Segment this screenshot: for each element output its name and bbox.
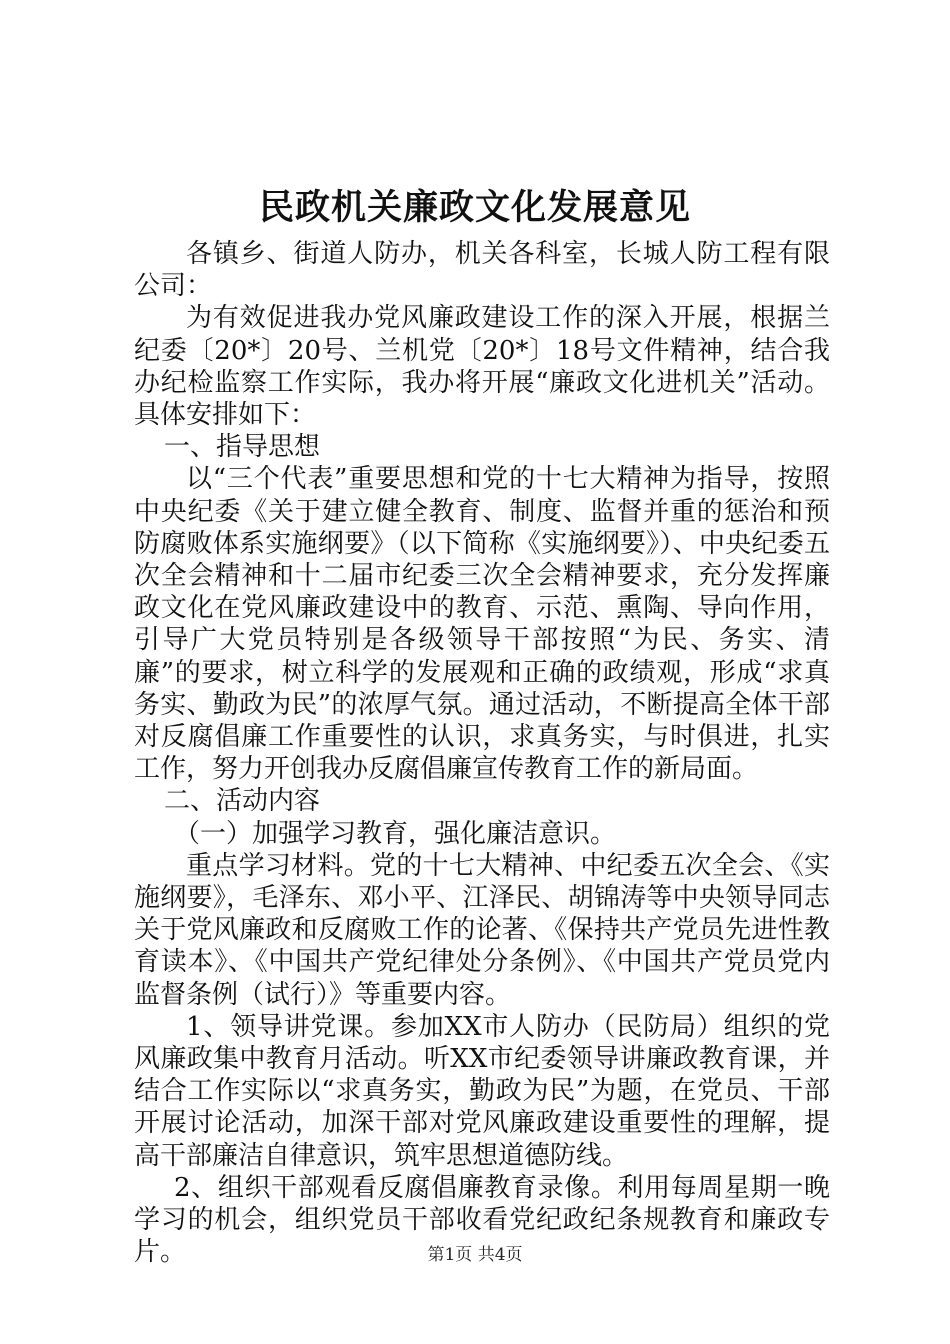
paragraph-addressee: 各镇乡、街道人防办，机关各科室，长城人防工程有限公司： (134, 239, 830, 302)
page-title: 民政机关廉政文化发展意见 (258, 187, 691, 228)
section-heading-activity-content: 二、活动内容 (164, 786, 321, 817)
paragraph-study-materials: 重点学习材料。党的十七大精神、中纪委五次全会、《实施纲要》，毛泽东、邓小平、江泽民、胡锦涛等中央领导同志关于党风廉政和反腐败工作的论著、《保持共产党员先进性教育读本》、《中国共产党纪律处分条例》、《中国共产党员党内监督条例（试行）》等重要内容。 (134, 850, 830, 1010)
subsection-heading-study: （一）加强学习教育，强化廉洁意识。 (174, 818, 617, 849)
document-body (134, 238, 830, 1269)
section-heading-guiding-ideology: 一、指导思想 (164, 432, 321, 463)
paragraph-watch-videos: 2、组织干部观看反腐倡廉教育录像。利用每周星期一晚学习的机会，组织党员干部收看党纪政纪条规教育和廉政专片。 (134, 1172, 830, 1268)
page-number: 第1页 共4页 (427, 1245, 523, 1265)
paragraph-intro: 为有效促进我办党风廉政建设工作的深入开展，根据兰纪委〔20*〕20号、兰机党〔20*〕18号文件精神，结合我办纪检监察工作实际，我办将开展“廉政文化进机关”活动。具体安排如下： (134, 303, 830, 431)
paragraph-guiding-ideology: 以“三个代表”重要思想和党的十七大精神为指导，按照中央纪委《关于建立健全教育、制度、监督并重的惩治和预防腐败体系实施纲要》（以下简称《实施纲要》）、中央纪委五次全会精神和十二届市纪委三次全会精神要求，充分发挥廉政文化在党风廉政建设中的教育、示范、熏陶、导向作用，引导广大党员特别是各级领导干部按照“为民、务实、清廉”的要求，树立科学的发展观和正确的政绩观，形成“求真务实、勤政为民”的浓厚气氛。通过活动，不断提高全体干部对反腐倡廉工作重要性的认识，求真务实，与时俱进，扎实工作，努力开创我办反腐倡廉宣传教育工作的新局面。 (134, 464, 830, 785)
paragraph-party-lecture: 1、领导讲党课。参加XX市人防办（民防局）组织的党风廉政集中教育月活动。听XX市纪委领导讲廉政教育课，并结合工作实际以“求真务实，勤政为民”为题，在党员、干部开展讨论活动，加深干部对党风廉政建设重要性的理解，提高干部廉洁自律意识，筑牢思想道德防线。 (134, 1011, 830, 1171)
